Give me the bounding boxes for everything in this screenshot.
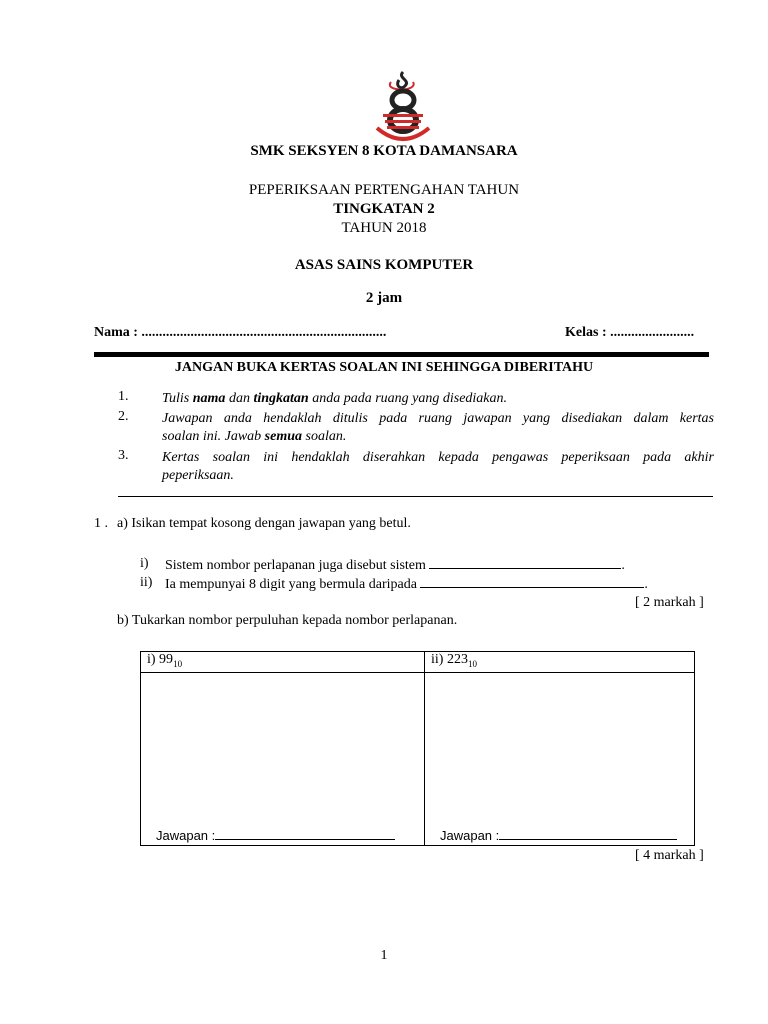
instruction-number: 2. <box>118 409 129 424</box>
question-1b-text: b) Tukarkan nombor perpuluhan kepada nombor perlapanan. <box>117 613 458 628</box>
column-header-1: i) $99_{10}$ <box>141 652 425 673</box>
working-table <box>140 651 695 846</box>
working-area-1[interactable] <box>141 673 425 846</box>
warning-notice: JANGAN BUKA KERTAS SOALAN INI SEHINGGA DIBERITAHU <box>174 360 594 375</box>
subject-title: ASAS SAINS KOMPUTER <box>294 257 474 273</box>
answer-line-2: Jawapan : <box>440 827 677 843</box>
exam-form: TINGKATAN 2 <box>333 201 435 217</box>
instruction-2-line2: soalan ini. Jawab semua soalan. <box>162 429 347 444</box>
instructions-divider <box>118 496 713 497</box>
instruction-number: 1. <box>118 389 129 404</box>
question-number: 1 . <box>94 516 108 531</box>
instruction-number: 3. <box>118 448 129 463</box>
instruction-1: Tulis nama dan tingkatan anda pada ruang yang disediakan. <box>162 391 508 406</box>
exam-year: TAHUN 2018 <box>341 220 427 236</box>
instruction-3-line2: peperiksaan. <box>162 468 234 483</box>
column-header-2: ii) $223_{10}$ <box>425 652 695 673</box>
page-number: 1 <box>380 948 388 963</box>
answer-blank[interactable] <box>215 827 395 840</box>
answer-blank[interactable] <box>499 827 677 840</box>
question-1a-text: a) Isikan tempat kosong dengan jawapan yang betul. <box>117 516 411 531</box>
answer-line-1: Jawapan : <box>156 827 395 843</box>
working-area-2[interactable] <box>425 673 695 846</box>
question-1a-i-number: i) <box>140 556 149 571</box>
marks-4: [ 4 markah ] <box>635 848 704 863</box>
answer-blank[interactable] <box>420 575 644 588</box>
instruction-2-line1: Jawapan anda hendaklah ditulis pada ruang jawapan yang disediakan dalam kertas <box>162 411 714 426</box>
school-logo <box>373 70 433 146</box>
exam-duration: 2 jam <box>365 290 403 306</box>
exam-title: PEPERIKSAAN PERTENGAHAN TAHUN <box>248 182 520 198</box>
school-name: SMK SEKSYEN 8 KOTA DAMANSARA <box>250 143 518 159</box>
name-field: Nama : ...................................................................... <box>94 325 387 340</box>
question-1a-ii: Ia mempunyai 8 digit yang bermula daripada . <box>165 577 648 592</box>
header-divider <box>94 352 709 357</box>
marks-2: [ 2 markah ] <box>635 595 704 610</box>
class-field: Kelas : ........................ <box>565 325 695 340</box>
question-1a-ii-number: ii) <box>140 575 153 590</box>
instruction-3-line1: Kertas soalan ini hendaklah diserahkan kepada pengawas peperiksaan pada akhir <box>162 450 714 465</box>
question-1a-i: Sistem nombor perlapanan juga disebut sistem . <box>165 558 625 573</box>
answer-blank[interactable] <box>429 556 621 569</box>
